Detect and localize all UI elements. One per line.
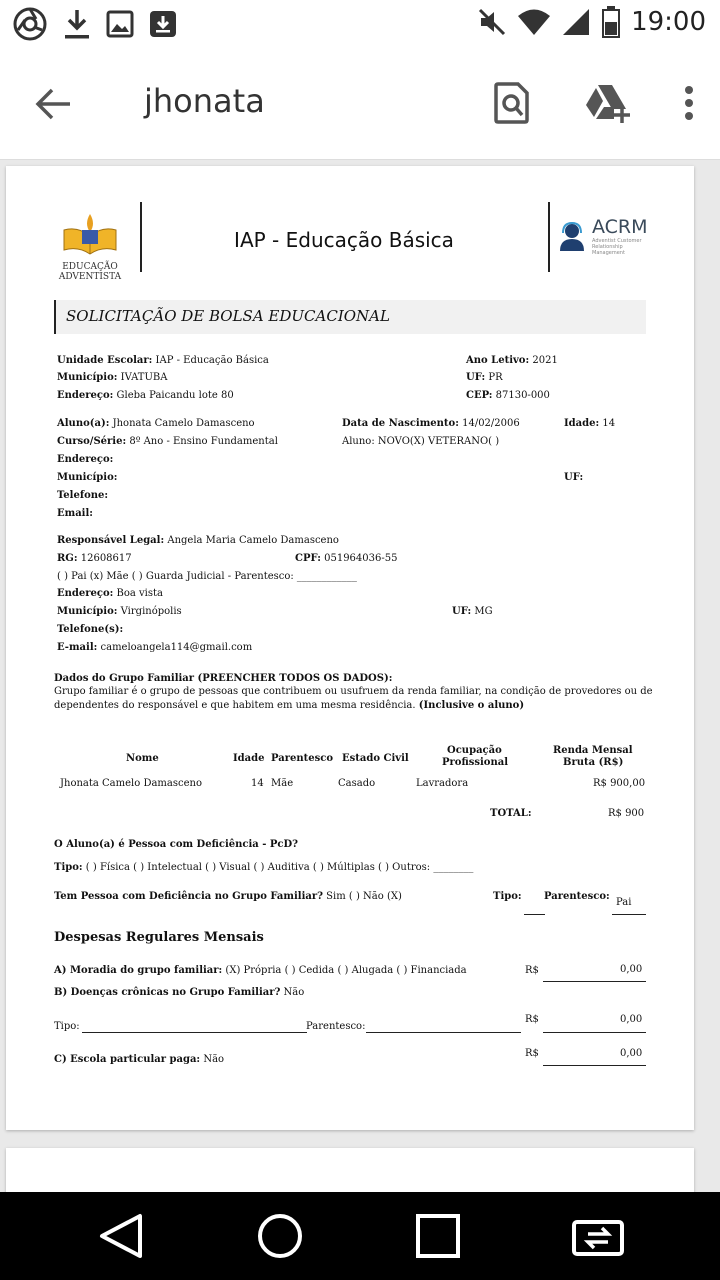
school-cep: CEP: 87130-000 [466, 390, 550, 401]
school-year: Ano Letivo: 2021 [466, 355, 558, 366]
student-email-label: Email: [57, 508, 93, 519]
col-income: Renda Mensal [553, 745, 633, 756]
back-arrow-icon[interactable] [34, 84, 74, 124]
student-age: Idade: 14 [564, 418, 616, 429]
pcd-type: Tipo: ( ) Física ( ) Intelectual ( ) Visual ( ) Auditiva ( ) Múltiplas ( ) Outros: ________ [54, 862, 474, 873]
battery-icon [601, 6, 621, 38]
acrm-text: ACRM [592, 216, 648, 238]
member-occupation: Lavradora [416, 778, 469, 789]
expense-school-value: 0,00 [620, 1048, 643, 1059]
save-icon [148, 9, 178, 39]
pcd-type-label: Tipo: [493, 891, 522, 902]
school-city: Município: IVATUBA [57, 372, 168, 383]
col-marital: Estado Civil [342, 753, 409, 764]
school-unit: Unidade Escolar: IAP - Educação Básica [57, 355, 269, 366]
expense-housing: A) Moradia do grupo familiar: (X) Própria ( ) Cedida ( ) Alugada ( ) Financiada [54, 965, 467, 976]
document-title: jhonata [144, 82, 265, 120]
adventist-education-logo [54, 210, 126, 282]
back-nav-icon[interactable] [98, 1212, 144, 1260]
recents-nav-icon[interactable] [414, 1212, 462, 1260]
col-occupation: Ocupação [447, 745, 502, 756]
student-type: Aluno: NOVO(X) VETERANO( ) [342, 436, 500, 447]
guardian-city: Município: Virginópolis [57, 606, 182, 617]
student-address-label: Endereço: [57, 454, 114, 465]
open-book-flame-icon [60, 210, 120, 256]
pcd-relationship-label: Parentesco: [544, 891, 610, 902]
guardian-uf: UF: MG [452, 606, 493, 617]
pcd-relationship-value: Pai [616, 897, 632, 908]
family-description-2: dependentes do responsável e que habitem em uma mesma residência. (Inclusive o aluno) [54, 700, 525, 711]
expenses-heading: Despesas Regulares Mensais [54, 930, 264, 945]
guardian-cpf: CPF: 051964036-55 [295, 553, 398, 564]
find-in-page-icon[interactable] [494, 82, 530, 124]
app-bar [0, 48, 720, 160]
total-label: TOTAL: [490, 808, 532, 819]
add-to-drive-icon[interactable] [584, 83, 630, 123]
doc-header [54, 202, 650, 282]
image-icon [106, 10, 134, 38]
school-uf: UF: PR [466, 372, 503, 383]
more-options-icon[interactable] [684, 85, 694, 121]
pdf-page [6, 166, 694, 1130]
acrm-logo [558, 216, 652, 256]
divider [140, 202, 142, 272]
student-name: Aluno(a): Jhonata Camelo Damasceno [57, 418, 255, 429]
student-phone-label: Telefone: [57, 490, 109, 501]
member-name: Jhonata Camelo Damasceno [60, 778, 202, 789]
col-relationship: Parentesco [271, 753, 334, 764]
wifi-icon [517, 7, 551, 37]
currency-a: R$ [525, 965, 539, 976]
clock: 19:00 [631, 7, 706, 37]
guardian-rg: RG: 12608617 [57, 553, 132, 564]
chronic-relationship-label: Parentesco: [306, 1021, 366, 1032]
student-course: Curso/Série: 8º Ano - Ensino Fundamental [57, 436, 278, 447]
home-nav-icon[interactable] [256, 1212, 304, 1260]
mute-icon [477, 7, 507, 37]
form-title-banner [54, 300, 646, 334]
family-description: Grupo familiar é o grupo de pessoas que contribuem ou usufruem da renda familiar, na condição de provedores ou de [54, 686, 653, 697]
col-occupation-2: Profissional [442, 757, 509, 768]
status-bar [0, 0, 720, 48]
member-relationship: Mãe [271, 778, 294, 789]
chrome-icon [12, 6, 48, 42]
pdf-page-next [6, 1148, 694, 1192]
school-address: Endereço: Gleba Paicandu lote 80 [57, 390, 234, 401]
expense-housing-value: 0,00 [620, 964, 643, 975]
chronic-type-label: Tipo: [54, 1021, 80, 1032]
guardian-name: Responsável Legal: Angela Maria Camelo Damasceno [57, 535, 339, 546]
guardian-address: Endereço: Boa vista [57, 588, 163, 599]
expense-chronic: B) Doenças crônicas no Grupo Familiar? Não [54, 987, 305, 998]
support-agent-icon [558, 221, 586, 251]
expense-school: C) Escola particular paga: Não [54, 1054, 225, 1065]
guardian-email: E-mail: cameloangela114@gmail.com [57, 642, 253, 653]
student-birthdate: Data de Nascimento: 14/02/2006 [342, 418, 520, 429]
student-city-label: Município: [57, 472, 118, 483]
pdf-viewer[interactable] [0, 160, 720, 1192]
guardian-relationship: ( ) Pai (x) Mãe ( ) Guarda Judicial - Parentesco: ____________ [57, 571, 357, 582]
header-title: IAP - Educação Básica [234, 228, 454, 252]
guardian-phones-label: Telefone(s): [57, 624, 124, 635]
total-value: R$ 900 [608, 808, 645, 819]
currency-b: R$ [525, 1014, 539, 1025]
col-age: Idade [233, 753, 265, 764]
download-icon [62, 8, 92, 40]
expense-chronic-value: 0,00 [620, 1014, 643, 1025]
pcd-question: O Aluno(a) é Pessoa com Deficiência - PcD? [54, 839, 298, 850]
navigation-bar [0, 1192, 720, 1280]
family-heading: Dados do Grupo Familiar (PREENCHER TODOS OS DADOS): [54, 673, 393, 684]
logo-text: EDUCAÇÃO ADVENTISTA [58, 262, 122, 282]
currency-c: R$ [525, 1048, 539, 1059]
member-age: 14 [251, 778, 264, 789]
pcd-family: Tem Pessoa com Deficiência no Grupo Familiar? Sim ( ) Não (X) [54, 891, 402, 902]
divider [548, 202, 550, 272]
col-name: Nome [126, 753, 159, 764]
member-marital: Casado [338, 778, 376, 789]
screen-rotate-icon[interactable] [570, 1212, 626, 1260]
acrm-subtext: Adventist Customer Relationship Management [592, 238, 642, 256]
student-uf-label: UF: [564, 472, 584, 483]
signal-icon [561, 7, 591, 37]
member-income: R$ 900,00 [593, 778, 646, 789]
form-title: SOLICITAÇÃO DE BOLSA EDUCACIONAL [66, 307, 390, 325]
col-income-2: Bruta (R$) [563, 757, 624, 768]
